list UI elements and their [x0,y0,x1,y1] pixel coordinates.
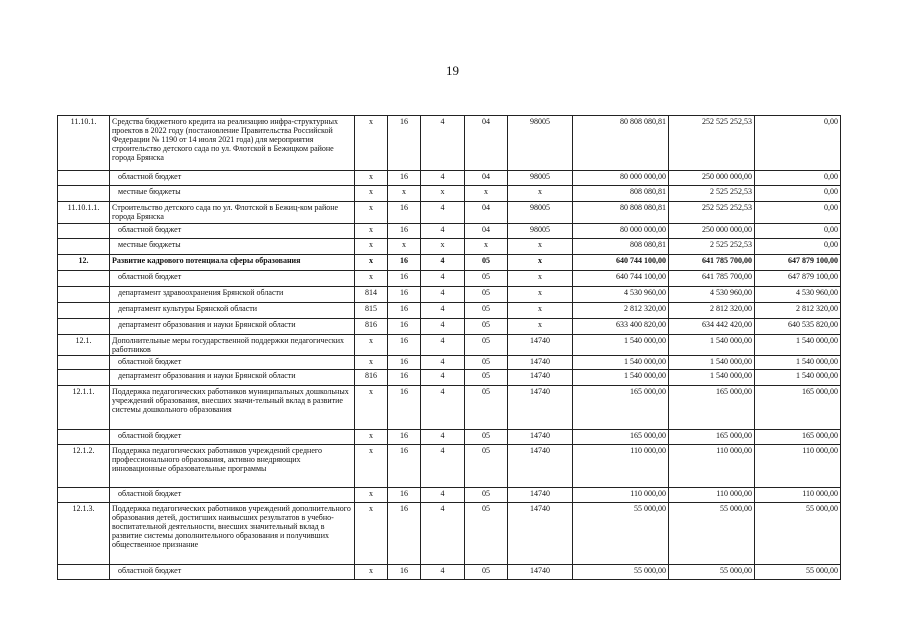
amount-year-2: 250 000 000,00 [669,171,755,186]
code-admin: 816 [355,319,388,335]
row-number [58,171,110,186]
row-number [58,271,110,287]
amount-year-2: 110 000,00 [669,488,755,503]
code-event: 04 [465,224,508,239]
amount-year-3: 1 540 000,00 [755,356,841,370]
code-subprogram: 4 [421,370,465,386]
code-direction: 14740 [508,430,573,445]
code-subprogram: 4 [421,116,465,171]
code-event: 05 [465,335,508,356]
amount-year-3: 0,00 [755,224,841,239]
amount-year-1: 2 812 320,00 [573,303,669,319]
code-program: 16 [388,386,421,430]
row-name: областной бюджет [110,488,355,503]
code-subprogram: 4 [421,303,465,319]
amount-year-1: 808 080,81 [573,239,669,255]
amount-year-3: 4 530 960,00 [755,287,841,303]
row-number [58,224,110,239]
code-direction: х [508,287,573,303]
code-program: 16 [388,430,421,445]
code-direction: х [508,271,573,287]
row-number: 12.1. [58,335,110,356]
code-program: 16 [388,503,421,565]
code-event: 05 [465,565,508,580]
amount-year-1: 633 400 820,00 [573,319,669,335]
code-subprogram: х [421,239,465,255]
row-name: Строительство детского сада по ул. Флотской в Бежиц-ком районе города Брянска [110,202,355,224]
code-admin: х [355,565,388,580]
amount-year-3: 0,00 [755,186,841,202]
code-direction: 14740 [508,386,573,430]
code-direction: 98005 [508,202,573,224]
amount-year-3: 0,00 [755,239,841,255]
amount-year-2: 641 785 700,00 [669,255,755,271]
code-event: 04 [465,116,508,171]
code-direction: 14740 [508,488,573,503]
amount-year-3: 647 879 100,00 [755,255,841,271]
code-admin: х [355,445,388,488]
amount-year-2: 641 785 700,00 [669,271,755,287]
table-row [58,386,841,430]
amount-year-2: 2 525 252,53 [669,186,755,202]
row-number: 12. [58,255,110,271]
amount-year-1: 1 540 000,00 [573,335,669,356]
code-event: 05 [465,488,508,503]
code-admin: х [355,202,388,224]
row-name: областной бюджет [110,565,355,580]
code-program: 16 [388,370,421,386]
table-row [58,271,841,287]
row-name: областной бюджет [110,271,355,287]
row-name: Развитие кадрового потенциала сферы образования [110,255,355,271]
amount-year-2: 165 000,00 [669,386,755,430]
amount-year-3: 110 000,00 [755,445,841,488]
table-row [58,370,841,386]
amount-year-3: 1 540 000,00 [755,370,841,386]
row-name: Средства бюджетного кредита на реализацию инфра-структурных проектов в 2022 году (постановление Правительства Российской Федерации № 1190 от 14 июля 2021 года) для мероприятия строительство детского сада по ул. Флотской в Бежицком районе города Брянска [110,116,355,171]
amount-year-3: 55 000,00 [755,503,841,565]
amount-year-3: 55 000,00 [755,565,841,580]
row-number: 12.1.2. [58,445,110,488]
code-event: 05 [465,370,508,386]
row-name: местные бюджеты [110,239,355,255]
table-row [58,503,841,565]
code-event: 04 [465,202,508,224]
amount-year-2: 4 530 960,00 [669,287,755,303]
code-subprogram: 4 [421,335,465,356]
table-row [58,224,841,239]
amount-year-1: 640 744 100,00 [573,271,669,287]
table-row [58,116,841,171]
code-event: 05 [465,503,508,565]
code-admin: х [355,335,388,356]
code-event: 05 [465,271,508,287]
row-number: 11.10.1.1. [58,202,110,224]
amount-year-2: 55 000,00 [669,565,755,580]
code-admin: х [355,224,388,239]
code-direction: 14740 [508,356,573,370]
code-direction: х [508,186,573,202]
amount-year-3: 647 879 100,00 [755,271,841,287]
code-subprogram: 4 [421,430,465,445]
code-admin: х [355,255,388,271]
amount-year-2: 2 812 320,00 [669,303,755,319]
amount-year-2: 2 525 252,53 [669,239,755,255]
row-name: департамент здравоохранения Брянской области [110,287,355,303]
table-body [58,116,841,580]
code-admin: 815 [355,303,388,319]
budget-table [57,115,841,580]
code-subprogram: 4 [421,565,465,580]
code-subprogram: 4 [421,255,465,271]
row-number [58,287,110,303]
amount-year-3: 0,00 [755,171,841,186]
amount-year-1: 640 744 100,00 [573,255,669,271]
code-event: х [465,239,508,255]
code-event: 05 [465,356,508,370]
code-direction: х [508,255,573,271]
code-direction: 14740 [508,445,573,488]
code-admin: х [355,503,388,565]
code-program: 16 [388,271,421,287]
code-direction: 98005 [508,171,573,186]
code-program: 16 [388,319,421,335]
row-number [58,303,110,319]
code-program: х [388,186,421,202]
page-number: 19 [446,63,459,78]
row-number: 11.10.1. [58,116,110,171]
code-direction: 98005 [508,116,573,171]
code-event: 05 [465,386,508,430]
amount-year-1: 80 808 080,81 [573,116,669,171]
amount-year-3: 165 000,00 [755,430,841,445]
amount-year-3: 640 535 820,00 [755,319,841,335]
table-row [58,445,841,488]
code-subprogram: 4 [421,271,465,287]
table-row [58,430,841,445]
amount-year-2: 165 000,00 [669,430,755,445]
code-admin: х [355,186,388,202]
code-program: 16 [388,202,421,224]
amount-year-2: 1 540 000,00 [669,370,755,386]
code-program: х [388,239,421,255]
amount-year-1: 4 530 960,00 [573,287,669,303]
code-direction: 14740 [508,503,573,565]
code-direction: 14740 [508,370,573,386]
code-event: 04 [465,171,508,186]
amount-year-1: 165 000,00 [573,430,669,445]
table-row [58,319,841,335]
amount-year-2: 1 540 000,00 [669,335,755,356]
row-number: 12.1.1. [58,386,110,430]
code-program: 16 [388,116,421,171]
table-row [58,488,841,503]
code-program: 16 [388,356,421,370]
code-event: 05 [465,303,508,319]
amount-year-3: 0,00 [755,202,841,224]
code-direction: х [508,303,573,319]
code-subprogram: 4 [421,445,465,488]
row-name: местные бюджеты [110,186,355,202]
row-number [58,239,110,255]
code-admin: х [355,386,388,430]
row-name: областной бюджет [110,224,355,239]
code-subprogram: 4 [421,488,465,503]
amount-year-3: 165 000,00 [755,386,841,430]
row-name: Дополнительные меры государственной поддержки педагогических работников [110,335,355,356]
code-program: 16 [388,303,421,319]
row-number [58,319,110,335]
amount-year-2: 634 442 420,00 [669,319,755,335]
table-row [58,303,841,319]
amount-year-1: 110 000,00 [573,445,669,488]
row-name: департамент образования и науки Брянской области [110,370,355,386]
amount-year-1: 55 000,00 [573,503,669,565]
amount-year-1: 110 000,00 [573,488,669,503]
code-subprogram: 4 [421,171,465,186]
amount-year-3: 0,00 [755,116,841,171]
code-admin: х [355,430,388,445]
code-admin: х [355,488,388,503]
table-row [58,287,841,303]
code-subprogram: 4 [421,356,465,370]
code-subprogram: 4 [421,319,465,335]
table-row [58,255,841,271]
amount-year-3: 110 000,00 [755,488,841,503]
code-subprogram: 4 [421,224,465,239]
amount-year-2: 110 000,00 [669,445,755,488]
code-event: 05 [465,430,508,445]
amount-year-1: 80 000 000,00 [573,171,669,186]
row-number: 12.1.3. [58,503,110,565]
table-row [58,171,841,186]
code-program: 16 [388,287,421,303]
amount-year-2: 250 000 000,00 [669,224,755,239]
code-event: 05 [465,445,508,488]
table-row [58,239,841,255]
code-subprogram: 4 [421,386,465,430]
row-number [58,430,110,445]
code-direction: х [508,319,573,335]
row-number [58,356,110,370]
code-event: 05 [465,287,508,303]
code-direction: 14740 [508,335,573,356]
code-program: 16 [388,335,421,356]
code-program: 16 [388,445,421,488]
code-event: х [465,186,508,202]
amount-year-2: 55 000,00 [669,503,755,565]
code-event: 05 [465,255,508,271]
code-admin: х [355,356,388,370]
row-name: Поддержка педагогических работников муниципальных дошкольных учреждений образования, внесших значи-тельный вклад в развитие системы дошкольного образования [110,386,355,430]
code-event: 05 [465,319,508,335]
table-row [58,202,841,224]
amount-year-1: 165 000,00 [573,386,669,430]
table-row [58,356,841,370]
row-name: департамент культуры Брянской области [110,303,355,319]
code-admin: х [355,239,388,255]
amount-year-1: 55 000,00 [573,565,669,580]
row-name: областной бюджет [110,430,355,445]
table-row [58,565,841,580]
code-subprogram: 4 [421,202,465,224]
code-admin: х [355,171,388,186]
row-name: Поддержка педагогических работников учреждений среднего профессионального образования, активно внедряющих инновационные образовательные программы [110,445,355,488]
code-program: 16 [388,255,421,271]
code-admin: х [355,271,388,287]
code-admin: 814 [355,287,388,303]
row-number [58,565,110,580]
amount-year-1: 1 540 000,00 [573,356,669,370]
amount-year-2: 252 525 252,53 [669,202,755,224]
amount-year-2: 1 540 000,00 [669,356,755,370]
code-direction: х [508,239,573,255]
row-name: областной бюджет [110,171,355,186]
amount-year-2: 252 525 252,53 [669,116,755,171]
row-name: областной бюджет [110,356,355,370]
code-subprogram: х [421,186,465,202]
row-name: Поддержка педагогических работников учреждений дополнительного образования детей, достигших наивысших результатов в учебно-воспитательной деятельности, внесших значительный вклад в развитие системы дополнительного образования и получивших общественное признание [110,503,355,565]
code-admin: 816 [355,370,388,386]
amount-year-1: 80 808 080,81 [573,202,669,224]
row-number [58,370,110,386]
code-program: 16 [388,488,421,503]
amount-year-1: 1 540 000,00 [573,370,669,386]
code-subprogram: 4 [421,503,465,565]
amount-year-3: 2 812 320,00 [755,303,841,319]
code-direction: 98005 [508,224,573,239]
table-row [58,335,841,356]
code-admin: х [355,116,388,171]
code-program: 16 [388,224,421,239]
amount-year-1: 80 000 000,00 [573,224,669,239]
table-row [58,186,841,202]
code-program: 16 [388,171,421,186]
code-program: 16 [388,565,421,580]
row-number [58,186,110,202]
code-subprogram: 4 [421,287,465,303]
amount-year-1: 808 080,81 [573,186,669,202]
row-name: департамент образования и науки Брянской области [110,319,355,335]
row-number [58,488,110,503]
amount-year-3: 1 540 000,00 [755,335,841,356]
code-direction: 14740 [508,565,573,580]
